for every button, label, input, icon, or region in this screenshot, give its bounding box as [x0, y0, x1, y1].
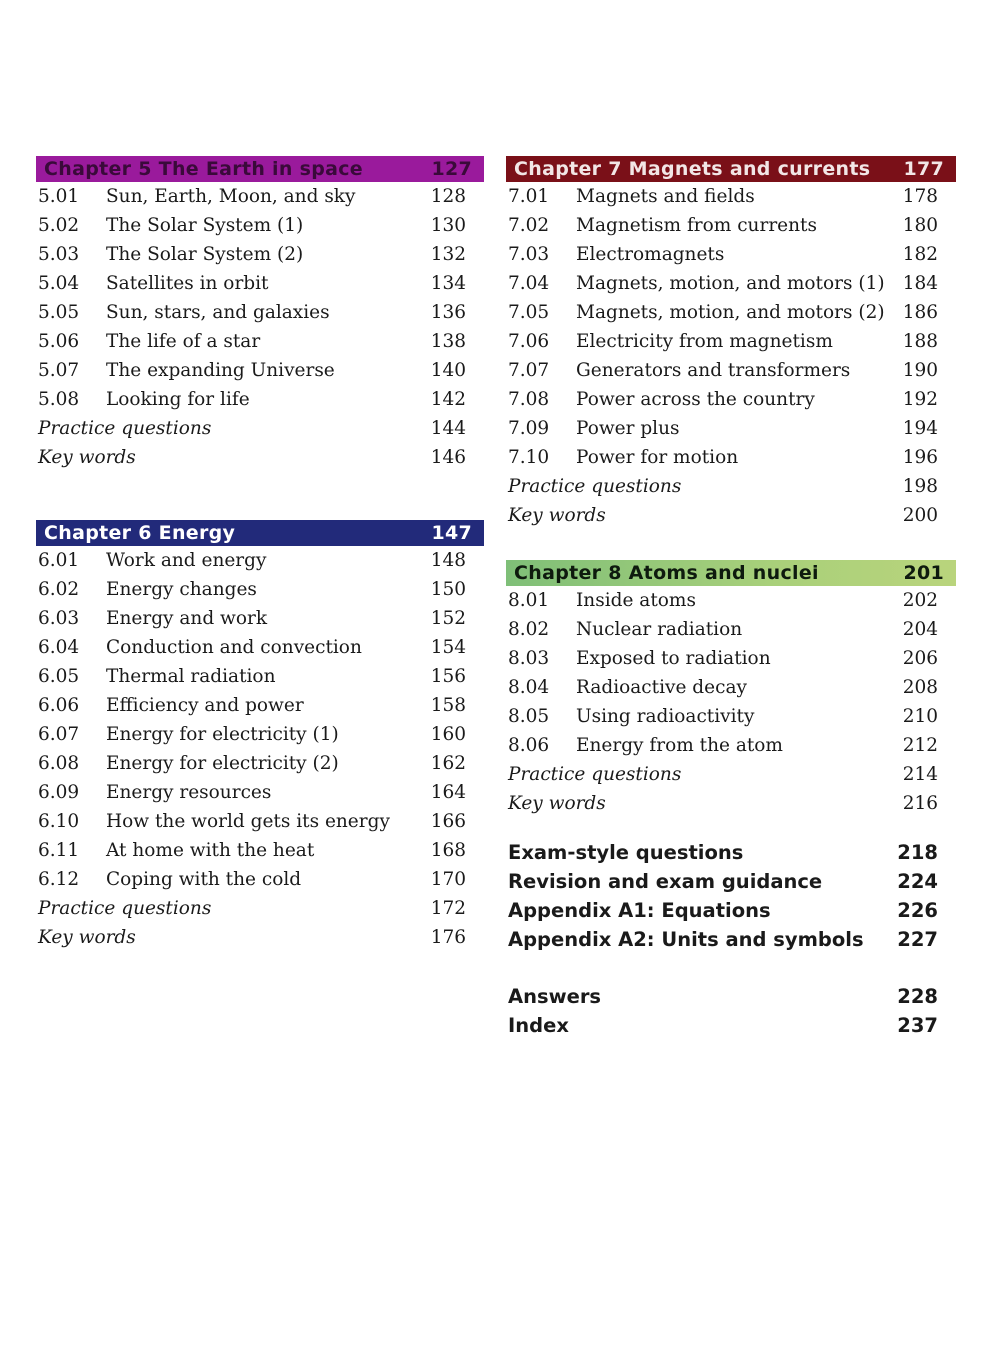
- chapter-8-entries: [506, 586, 956, 818]
- entry-title: Energy from the atom: [576, 735, 783, 756]
- toc-entry[interactable]: [36, 662, 484, 691]
- toc-entry[interactable]: [506, 501, 956, 530]
- entry-title: Key words: [38, 447, 136, 468]
- toc-entry[interactable]: [36, 604, 484, 633]
- entry-number: 7.04: [508, 273, 550, 294]
- entry-number: 8.04: [508, 677, 550, 698]
- entry-title: Revision and exam guidance: [508, 870, 823, 893]
- entry-number: 7.06: [508, 331, 550, 352]
- entry-title: Energy for electricity (1): [106, 724, 339, 745]
- entry-page: 152: [430, 608, 466, 629]
- entry-number: 6.08: [38, 753, 80, 774]
- entry-page: 176: [430, 927, 466, 948]
- entry-page: 146: [430, 447, 466, 468]
- toc-entry[interactable]: [506, 644, 956, 673]
- entry-title: Electricity from magnetism: [576, 331, 833, 352]
- toc-entry[interactable]: [506, 673, 956, 702]
- chapter-5-entries: [36, 182, 484, 472]
- entry-title: Practice questions: [38, 898, 212, 919]
- entry-title: How the world gets its energy: [106, 811, 390, 832]
- left-column: [36, 156, 484, 952]
- back-matter-group-2: [506, 982, 956, 1040]
- entry-page: 142: [430, 389, 466, 410]
- entry-title: Magnets, motion, and motors (1): [576, 273, 885, 294]
- toc-entry[interactable]: [36, 691, 484, 720]
- toc-entry[interactable]: [506, 586, 956, 615]
- entry-title: Magnets, motion, and motors (2): [576, 302, 885, 323]
- right-column: [506, 156, 956, 1040]
- entry-number: 6.05: [38, 666, 80, 687]
- entry-title: The expanding Universe: [106, 360, 335, 381]
- entry-title: The Solar System (2): [106, 244, 304, 265]
- back-matter: [506, 838, 956, 1040]
- chapter-8-heading[interactable]: [506, 560, 956, 586]
- toc-entry[interactable]: [36, 240, 484, 269]
- chapter-page: 127: [431, 158, 472, 180]
- chapter-7-heading[interactable]: [506, 156, 956, 182]
- toc-entry[interactable]: [36, 923, 484, 952]
- entry-page: 166: [430, 811, 466, 832]
- toc-entry[interactable]: [36, 720, 484, 749]
- entry-number: 6.04: [38, 637, 80, 658]
- back-matter-entry[interactable]: [506, 1011, 956, 1040]
- entry-page: 184: [902, 273, 938, 294]
- entry-page: 237: [897, 1014, 938, 1037]
- chapter-8-section: [506, 560, 956, 818]
- entry-page: 158: [430, 695, 466, 716]
- entry-number: 5.07: [38, 360, 80, 381]
- entry-title: Energy resources: [106, 782, 272, 803]
- toc-entry[interactable]: [506, 615, 956, 644]
- entry-page: 212: [902, 735, 938, 756]
- back-matter-entry[interactable]: [506, 838, 956, 867]
- entry-title: Efficiency and power: [106, 695, 304, 716]
- entry-page: 148: [430, 550, 466, 571]
- entry-page: 160: [430, 724, 466, 745]
- toc-entry[interactable]: [36, 633, 484, 662]
- entry-number: 7.01: [508, 186, 550, 207]
- entry-title: Energy changes: [106, 579, 257, 600]
- toc-entry[interactable]: [36, 749, 484, 778]
- toc-entry[interactable]: [36, 894, 484, 923]
- entry-page: 198: [902, 476, 938, 497]
- entry-title: The Solar System (1): [106, 215, 304, 236]
- entry-page: 206: [902, 648, 938, 669]
- entry-page: 218: [897, 841, 938, 864]
- entry-title: Practice questions: [508, 764, 682, 785]
- toc-entry[interactable]: [36, 443, 484, 472]
- back-matter-entry[interactable]: [506, 982, 956, 1011]
- entry-title: Satellites in orbit: [106, 273, 269, 294]
- toc-entry[interactable]: [36, 327, 484, 356]
- entry-page: 192: [902, 389, 938, 410]
- entry-title: Magnetism from currents: [576, 215, 817, 236]
- entry-title: Answers: [508, 985, 602, 1008]
- entry-number: 7.03: [508, 244, 550, 265]
- entry-title: Magnets and fields: [576, 186, 755, 207]
- entry-title: Energy for electricity (2): [106, 753, 339, 774]
- entry-page: 200: [902, 505, 938, 526]
- toc-entry[interactable]: [506, 731, 956, 760]
- toc-entry[interactable]: [36, 356, 484, 385]
- entry-page: 188: [902, 331, 938, 352]
- entry-page: 227: [897, 928, 938, 951]
- entry-page: 136: [430, 302, 466, 323]
- entry-page: 150: [430, 579, 466, 600]
- entry-number: 6.09: [38, 782, 80, 803]
- entry-title: Power across the country: [576, 389, 815, 410]
- entry-page: 180: [902, 215, 938, 236]
- back-matter-group-1: [506, 838, 956, 954]
- entry-title: Coping with the cold: [106, 869, 302, 890]
- entry-title: Exposed to radiation: [576, 648, 771, 669]
- toc-entry[interactable]: [506, 385, 956, 414]
- back-matter-entry[interactable]: [506, 867, 956, 896]
- entry-page: 132: [430, 244, 466, 265]
- entry-number: 8.01: [508, 590, 550, 611]
- toc-entry[interactable]: [36, 269, 484, 298]
- entry-number: 6.03: [38, 608, 80, 629]
- entry-page: 208: [902, 677, 938, 698]
- entry-number: 6.12: [38, 869, 80, 890]
- entry-page: 144: [430, 418, 466, 439]
- chapter-6-section: [36, 520, 484, 952]
- entry-number: 8.06: [508, 735, 550, 756]
- entry-page: 224: [897, 870, 938, 893]
- entry-number: 7.07: [508, 360, 550, 381]
- toc-entry[interactable]: [506, 443, 956, 472]
- toc-entry[interactable]: [506, 182, 956, 211]
- entry-title: Using radioactivity: [576, 706, 755, 727]
- toc-entry[interactable]: [506, 240, 956, 269]
- entry-number: 6.01: [38, 550, 80, 571]
- entry-page: 226: [897, 899, 938, 922]
- entry-title: Work and energy: [106, 550, 267, 571]
- entry-page: 190: [902, 360, 938, 381]
- chapter-title: Chapter 7 Magnets and currents: [514, 158, 871, 180]
- entry-page: 178: [902, 186, 938, 207]
- entry-title: Radioactive decay: [576, 677, 747, 698]
- entry-number: 6.10: [38, 811, 80, 832]
- entry-title: Practice questions: [508, 476, 682, 497]
- entry-page: 156: [430, 666, 466, 687]
- entry-number: 6.07: [38, 724, 80, 745]
- toc-entry[interactable]: [506, 269, 956, 298]
- entry-page: 204: [902, 619, 938, 640]
- toc-entry[interactable]: [36, 211, 484, 240]
- toc-entry[interactable]: [36, 865, 484, 894]
- entry-page: 186: [902, 302, 938, 323]
- toc-entry[interactable]: [506, 327, 956, 356]
- back-matter-entry[interactable]: [506, 925, 956, 954]
- entry-number: 8.05: [508, 706, 550, 727]
- entry-title: Appendix A2: Units and symbols: [508, 928, 864, 951]
- entry-number: 8.03: [508, 648, 550, 669]
- entry-page: 162: [430, 753, 466, 774]
- toc-entry[interactable]: [36, 836, 484, 865]
- entry-title: Looking for life: [106, 389, 250, 410]
- entry-number: 5.05: [38, 302, 80, 323]
- entry-page: 194: [902, 418, 938, 439]
- chapter-title: Chapter 5 The Earth in space: [44, 158, 363, 180]
- entry-title: Key words: [508, 793, 606, 814]
- entry-number: 7.10: [508, 447, 550, 468]
- entry-page: 138: [430, 331, 466, 352]
- chapter-5-heading[interactable]: [36, 156, 484, 182]
- entry-page: 130: [430, 215, 466, 236]
- entry-number: 7.08: [508, 389, 550, 410]
- chapter-6-heading[interactable]: [36, 520, 484, 546]
- entry-number: 8.02: [508, 619, 550, 640]
- entry-number: 6.11: [38, 840, 80, 861]
- entry-page: 168: [430, 840, 466, 861]
- toc-entry[interactable]: [36, 807, 484, 836]
- chapter-page: 177: [903, 158, 944, 180]
- entry-title: Exam-style questions: [508, 841, 744, 864]
- entry-number: 7.02: [508, 215, 550, 236]
- entry-number: 5.03: [38, 244, 80, 265]
- entry-title: Sun, Earth, Moon, and sky: [106, 186, 356, 207]
- entry-title: Generators and transformers: [576, 360, 851, 381]
- entry-number: 5.01: [38, 186, 80, 207]
- toc-entry[interactable]: [506, 760, 956, 789]
- chapter-5-section: [36, 156, 484, 472]
- toc-entry[interactable]: [36, 385, 484, 414]
- entry-number: 5.02: [38, 215, 80, 236]
- entry-title: Appendix A1: Equations: [508, 899, 771, 922]
- toc-entry[interactable]: [36, 298, 484, 327]
- entry-page: 134: [430, 273, 466, 294]
- entry-title: Power for motion: [576, 447, 739, 468]
- entry-title: Conduction and convection: [106, 637, 362, 658]
- chapter-title: Chapter 8 Atoms and nuclei: [514, 562, 819, 584]
- entry-number: 5.08: [38, 389, 80, 410]
- entry-page: 228: [897, 985, 938, 1008]
- entry-title: Nuclear radiation: [576, 619, 743, 640]
- entry-number: 5.06: [38, 331, 80, 352]
- entry-page: 202: [902, 590, 938, 611]
- entry-title: Electromagnets: [576, 244, 725, 265]
- toc-entry[interactable]: [506, 702, 956, 731]
- entry-page: 128: [430, 186, 466, 207]
- entry-title: Power plus: [576, 418, 680, 439]
- chapter-page: 201: [903, 562, 944, 584]
- entry-page: 164: [430, 782, 466, 803]
- toc-entry[interactable]: [506, 472, 956, 501]
- toc-entry[interactable]: [506, 211, 956, 240]
- entry-title: Energy and work: [106, 608, 268, 629]
- entry-page: 196: [902, 447, 938, 468]
- toc-entry[interactable]: [36, 575, 484, 604]
- entry-title: Index: [508, 1014, 569, 1037]
- entry-title: Sun, stars, and galaxies: [106, 302, 330, 323]
- chapter-title: Chapter 6 Energy: [44, 522, 236, 544]
- entry-title: The life of a star: [106, 331, 261, 352]
- chapter-page: 147: [431, 522, 472, 544]
- entry-number: 5.04: [38, 273, 80, 294]
- entry-title: At home with the heat: [106, 840, 315, 861]
- entry-number: 6.02: [38, 579, 80, 600]
- entry-page: 182: [902, 244, 938, 265]
- entry-number: 6.06: [38, 695, 80, 716]
- entry-page: 216: [902, 793, 938, 814]
- toc-entry[interactable]: [36, 182, 484, 211]
- entry-title: Key words: [508, 505, 606, 526]
- entry-title: Inside atoms: [576, 590, 696, 611]
- entry-page: 214: [902, 764, 938, 785]
- entry-page: 170: [430, 869, 466, 890]
- toc-entry[interactable]: [506, 356, 956, 385]
- toc-entry[interactable]: [506, 789, 956, 818]
- entry-page: 210: [902, 706, 938, 727]
- entry-page: 140: [430, 360, 466, 381]
- toc-entry[interactable]: [36, 778, 484, 807]
- entry-page: 172: [430, 898, 466, 919]
- toc-entry[interactable]: [36, 546, 484, 575]
- toc-entry[interactable]: [506, 414, 956, 443]
- entry-page: 154: [430, 637, 466, 658]
- entry-title: Key words: [38, 927, 136, 948]
- chapter-6-entries: [36, 546, 484, 952]
- entry-number: 7.09: [508, 418, 550, 439]
- toc-entry[interactable]: [506, 298, 956, 327]
- entry-title: Thermal radiation: [106, 666, 276, 687]
- entry-number: 7.05: [508, 302, 550, 323]
- entry-title: Practice questions: [38, 418, 212, 439]
- back-matter-entry[interactable]: [506, 896, 956, 925]
- toc-entry[interactable]: [36, 414, 484, 443]
- chapter-7-entries: [506, 182, 956, 530]
- chapter-7-section: [506, 156, 956, 530]
